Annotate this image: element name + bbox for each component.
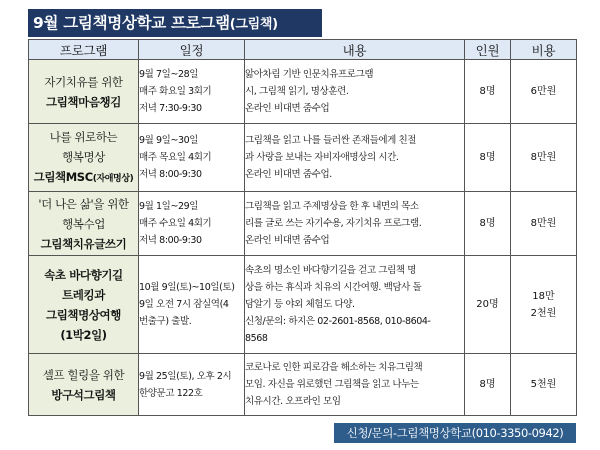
page-title-suffix: (그림책): [229, 17, 278, 32]
content-line: 온라인 비대면 줌수업: [245, 103, 330, 114]
header-schedule: 일정: [139, 40, 245, 60]
content-cell: [245, 354, 465, 416]
table-row: [29, 354, 577, 416]
schedule-line: 저녁 8:00-9:30: [139, 235, 202, 246]
content-line: 코로나로 인한 피로감을 해소하는 치유그림책: [245, 362, 423, 373]
content-line: 그림책을 읽고 주제명상을 한 후 내면의 목소: [245, 201, 419, 212]
content-cell: [245, 256, 465, 354]
schedule-line: 10월 9일(토)~10일(토): [139, 282, 235, 293]
schedule-cell: [139, 124, 245, 192]
cost-cell: [511, 354, 577, 416]
header-program: 프로그램: [29, 40, 139, 60]
cost-line: 8만원: [530, 152, 557, 163]
program-name-line: (1박2일): [60, 327, 107, 342]
page-title-main: 9월 그림책명상학교 프로그램: [33, 14, 230, 32]
header-capacity: 인원: [465, 40, 511, 60]
content-line: 신청/문의: 하지은 02-2601-8568, 010-8604-: [245, 316, 431, 327]
program-name-line: 행복명상: [62, 149, 105, 164]
program-name-line: 자기치유를 위한: [44, 74, 123, 89]
content-line: 시, 그림책 읽기, 명상훈련.: [245, 86, 349, 97]
capacity-cell: 8명: [465, 60, 511, 124]
cost-cell: [511, 192, 577, 256]
program-name-line: 방구석그림책: [51, 387, 116, 402]
cost-line: 6만원: [530, 86, 557, 97]
schedule-cell: [139, 354, 245, 416]
table-row: [29, 256, 577, 354]
capacity-cell: 8명: [465, 124, 511, 192]
table-row: [29, 192, 577, 256]
program-name-line: 행복수업: [62, 216, 105, 231]
program-name-suffix: (자애명상): [92, 173, 134, 184]
cost-line: 2천원: [530, 307, 557, 319]
cost-line: 5천원: [530, 379, 557, 390]
content-cell: [245, 124, 465, 192]
schedule-cell: [139, 256, 245, 354]
cost-cell: [511, 60, 577, 124]
schedule-line: 9월 25일(토), 오후 2시: [139, 370, 232, 382]
content-line: 리를 글로 쓰는 자기수용, 자기치유 프로그램.: [245, 218, 422, 229]
content-line: 모임. 자신을 위로했던 그림책을 읽고 나누는: [245, 379, 419, 390]
cost-line: 8만원: [530, 218, 557, 229]
capacity-cell: 20명: [465, 256, 511, 354]
content-cell: [245, 192, 465, 256]
table-row: [29, 124, 577, 192]
content-cell: [245, 60, 465, 124]
table-header-row: [29, 40, 577, 60]
schedule-line: 9월 7일~28일: [139, 69, 199, 80]
cost-cell: [511, 124, 577, 192]
program-name-line: 그림책치유글쓰기: [40, 236, 127, 251]
content-line: 상을 하는 휴식과 치유의 시간여행. 백담사 돌: [245, 282, 422, 293]
program-name-line: 셀프 힐링을 위한: [42, 367, 125, 382]
header-cost: 비용: [511, 40, 577, 60]
schedule-line: 9월 9일~30일: [139, 135, 199, 146]
schedule-line: 저녁 7:30-9:30: [139, 103, 202, 114]
schedule-line: 번출구) 출발.: [139, 316, 192, 327]
capacity-cell: 8명: [465, 354, 511, 416]
capacity-cell: 8명: [465, 192, 511, 256]
content-line: 앎아차림 기반 인문치유프로그램: [245, 69, 374, 80]
content-line: 온라인 비대면 줌수업: [245, 235, 330, 246]
schedule-line: 저녁 8:00-9:30: [139, 169, 202, 180]
schedule-line: 한양문고 122호: [139, 387, 203, 399]
schedule-line: 매주 수요일 4회기: [139, 218, 212, 229]
header-content: 내용: [245, 40, 465, 60]
schedule-line: 9월 1일~29일: [139, 201, 199, 212]
program-name-cell: [29, 256, 139, 354]
program-name-cell: [29, 60, 139, 124]
program-name-line: 나를 위로하는: [49, 129, 118, 144]
table-row: [29, 60, 577, 124]
content-line: 그림책을 읽고 나를 들러싼 존재들에게 친절: [245, 135, 417, 146]
program-name-line: 트레킹과: [62, 287, 105, 302]
schedule-cell: [139, 60, 245, 124]
content-line: 8568: [245, 333, 268, 344]
program-name-line: 그림책마음챙김: [46, 94, 121, 109]
program-name-cell: [29, 192, 139, 256]
program-name-line: 속초 바다향기길: [44, 267, 123, 282]
program-name-line: '더 나은 삶'을 위한: [38, 196, 129, 211]
content-line: 치유시간. 오프라인 모임: [245, 396, 341, 407]
program-name-line: 그림책MSC(자애명상): [33, 169, 134, 184]
program-name-cell: [29, 354, 139, 416]
cost-line: 18만: [532, 290, 555, 302]
program-table: [28, 39, 577, 416]
cost-cell: [511, 256, 577, 354]
content-line: 담알기 등 야외 체험도 다양.: [245, 299, 355, 310]
page-title: [28, 9, 322, 37]
content-line: 온라인 비대면 줌수업.: [245, 169, 332, 180]
content-line: 과 사랑을 보내는 자비자애명상의 시간.: [245, 152, 399, 163]
content-line: 속초의 명소인 바다향기길을 걷고 그림책 명: [245, 265, 417, 276]
schedule-line: 매주 목요일 4회기: [139, 152, 212, 163]
schedule-cell: [139, 192, 245, 256]
program-name-cell: [29, 124, 139, 192]
contact-footer: 신청/문의-그림책명상학교(010-3350-0942): [334, 423, 576, 443]
program-name-line: 그림책명상여행: [46, 307, 121, 322]
schedule-line: 9일 오전 7시 잠실역(4: [139, 299, 229, 310]
schedule-line: 매주 화요일 3회기: [139, 86, 212, 97]
